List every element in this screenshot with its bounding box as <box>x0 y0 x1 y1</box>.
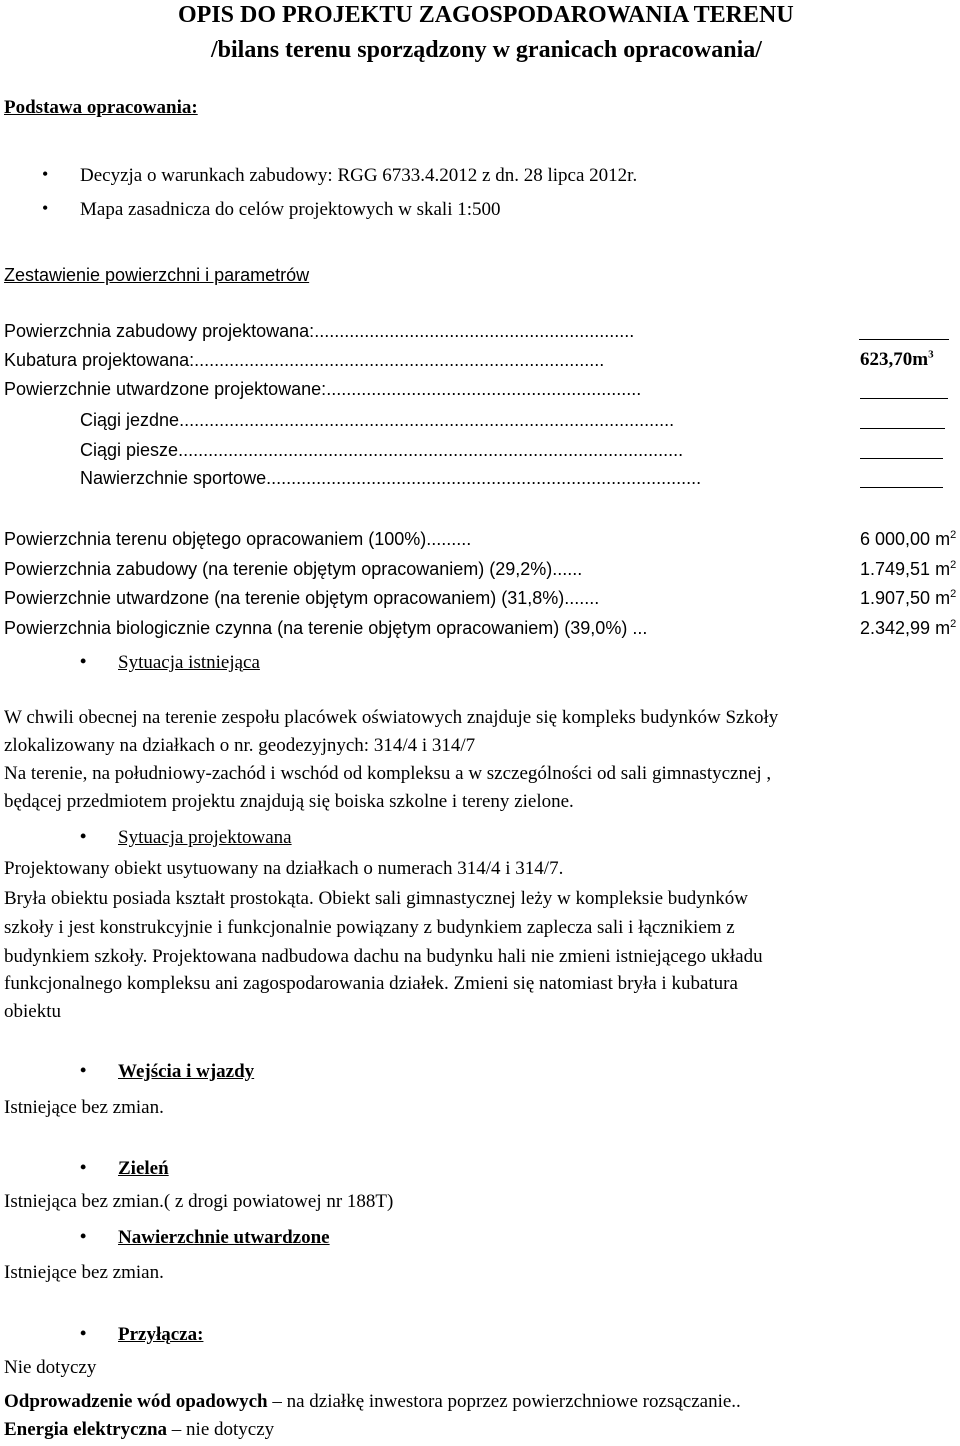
summary-sub-paths: Ciągi piesze..................................................................................................... <box>80 440 684 460</box>
drainage-label: Odprowadzenie wód opadowych <box>4 1391 268 1412</box>
dash: – <box>167 1419 182 1440</box>
bullet-icon: • <box>80 651 87 671</box>
leader-dots: ....................................................................................... <box>266 468 702 488</box>
designed-paragraph: szkoły i jest konstrukcyjnie i funkcjonalnie powiązany z budynkiem zaplecza sali i łącznikiem z <box>4 917 735 938</box>
power-text: nie dotyczy <box>181 1419 275 1440</box>
bullet-icon: • <box>80 1157 87 1177</box>
designed-heading: Sytuacja projektowana <box>118 827 292 848</box>
bullet-icon: • <box>80 1323 87 1343</box>
existing-paragraph: Na terenie, na południowy-zachód i wschód od kompleksu a w szczególności od sali gimnastycznej , <box>4 763 772 784</box>
basis-item: Decyzja o warunkach zabudowy: RGG 6733.4.2012 z dn. 28 lipca 2012r. <box>80 165 638 186</box>
entrances-heading: Wejścia i wjazdy <box>118 1061 255 1082</box>
summary-sub-sports: Nawierzchnie sportowe....................................................................................... <box>80 468 702 488</box>
volume-value: $623,70m^3$ <box>860 348 934 370</box>
drainage-text: na działkę inwestora poprzez powierzchniowe rozsączanie.. <box>281 1391 741 1412</box>
existing-paragraph: będącej przedmiotem projektu znajdują się boiska szkolne i tereny zielone. <box>4 791 574 812</box>
basis-heading: Podstawa opracowania: <box>4 97 198 118</box>
summary-sub-roads: Ciągi jezdne................................................................................................... <box>80 410 675 430</box>
designed-paragraph: budynkiem szkoły. Projektowana nadbudowa dachu na budynku hali nie zmieni istniejącego układu <box>4 946 763 967</box>
leader-dots: ......... <box>426 529 472 549</box>
document-title: OPIS DO PROJEKTU ZAGOSPODAROWANIA TERENU <box>178 2 794 28</box>
leader-dots: ................................................................................................... <box>179 410 675 430</box>
bullet-icon: • <box>42 198 49 218</box>
designed-paragraph: Projektowany obiekt usytuowany na działkach o numerach 314/4 i 314/7. <box>4 858 564 879</box>
summary-row-building-area <box>4 321 634 342</box>
greenery-heading: Zieleń <box>118 1158 169 1179</box>
area-row: Powierzchnia biologicznie czynna (na terenie objętym opracowaniem) (39,0%) ... <box>4 618 648 638</box>
area-row: Powierzchnia zabudowy (na terenie objętym opracowaniem) (29,2%)...... <box>4 559 583 579</box>
summary-row-label: Powierzchnia zabudowy projektowana: <box>4 321 315 341</box>
power-label: Energia elektryczna <box>4 1419 168 1440</box>
designed-paragraph: funkcjonalnego kompleksu ani zagospodarowania działek. Zmieni się natomiast bryła i kubatura <box>4 973 738 994</box>
drainage-line <box>4 1391 741 1413</box>
bullet-icon: • <box>80 1060 87 1080</box>
existing-paragraph: zlokalizowany na działkach o nr. geodezyjnych: 314/4 i 314/7 <box>4 735 476 756</box>
bullet-icon: • <box>42 164 49 184</box>
bullet-icon: • <box>80 826 87 846</box>
summary-row-label: Powierzchnie utwardzone projektowane: <box>4 379 327 399</box>
summary-row-volume <box>4 350 604 371</box>
leader-dots: ............................................................... <box>326 379 642 399</box>
leader-dots: ... <box>627 618 648 638</box>
paved-heading: Nawierzchnie utwardzone <box>118 1227 330 1248</box>
leader-dots: ..................................................................................................... <box>178 440 684 460</box>
area-value: 1.907,50 $m^2$ <box>860 588 957 608</box>
area-row: Powierzchnia terenu objętego opracowaniem (100%)......... <box>4 529 472 549</box>
area-value: 1.749,51 $m^2$ <box>860 559 957 579</box>
summary-row-label: Kubatura projektowana: <box>4 350 195 370</box>
connections-text: Nie dotyczy <box>4 1357 97 1378</box>
blank-value-line <box>860 458 943 459</box>
document-subtitle: /bilans terenu sporządzony w granicach opracowania/ <box>211 37 762 63</box>
summary-row-paved <box>4 379 641 400</box>
bullet-icon: • <box>80 1226 87 1246</box>
area-value: 6 000,00 $m^2$ <box>860 529 957 549</box>
power-line <box>4 1419 274 1441</box>
greenery-text: Istniejąca bez zmian.( z drogi powiatowej nr 188T) <box>4 1191 394 1212</box>
area-value: 2.342,99 $m^2$ <box>860 618 957 638</box>
summary-heading: Zestawienie powierzchni i parametrów <box>4 265 310 285</box>
existing-heading: Sytuacja istniejąca <box>118 652 260 673</box>
leader-dots: ...... <box>552 559 583 579</box>
blank-value-line <box>860 428 945 429</box>
leader-dots: ................................................................ <box>314 321 635 341</box>
dash: – <box>267 1391 282 1412</box>
area-row: Powierzchnie utwardzone (na terenie objętym opracowaniem) (31,8%)....... <box>4 588 600 608</box>
designed-paragraph: obiektu <box>4 1001 61 1022</box>
blank-value-line <box>860 487 943 488</box>
leader-dots: ....... <box>564 588 600 608</box>
leader-dots: .................................................................................. <box>194 350 605 370</box>
existing-paragraph: W chwili obecnej na terenie zespołu placówek oświatowych znajduje się kompleks budynków Szkoły <box>4 707 779 728</box>
basis-item: Mapa zasadnicza do celów projektowych w skali 1:500 <box>80 199 501 220</box>
entrances-text: Istniejące bez zmian. <box>4 1097 164 1118</box>
paved-text: Istniejące bez zmian. <box>4 1262 164 1283</box>
connections-heading: Przyłącza: <box>118 1324 204 1345</box>
blank-value-line <box>860 398 948 399</box>
designed-paragraph: Bryła obiektu posiada kształt prostokąta. Obiekt sali gimnastycznej leży w kompleksie budynków <box>4 888 749 909</box>
blank-value-line <box>859 339 949 340</box>
